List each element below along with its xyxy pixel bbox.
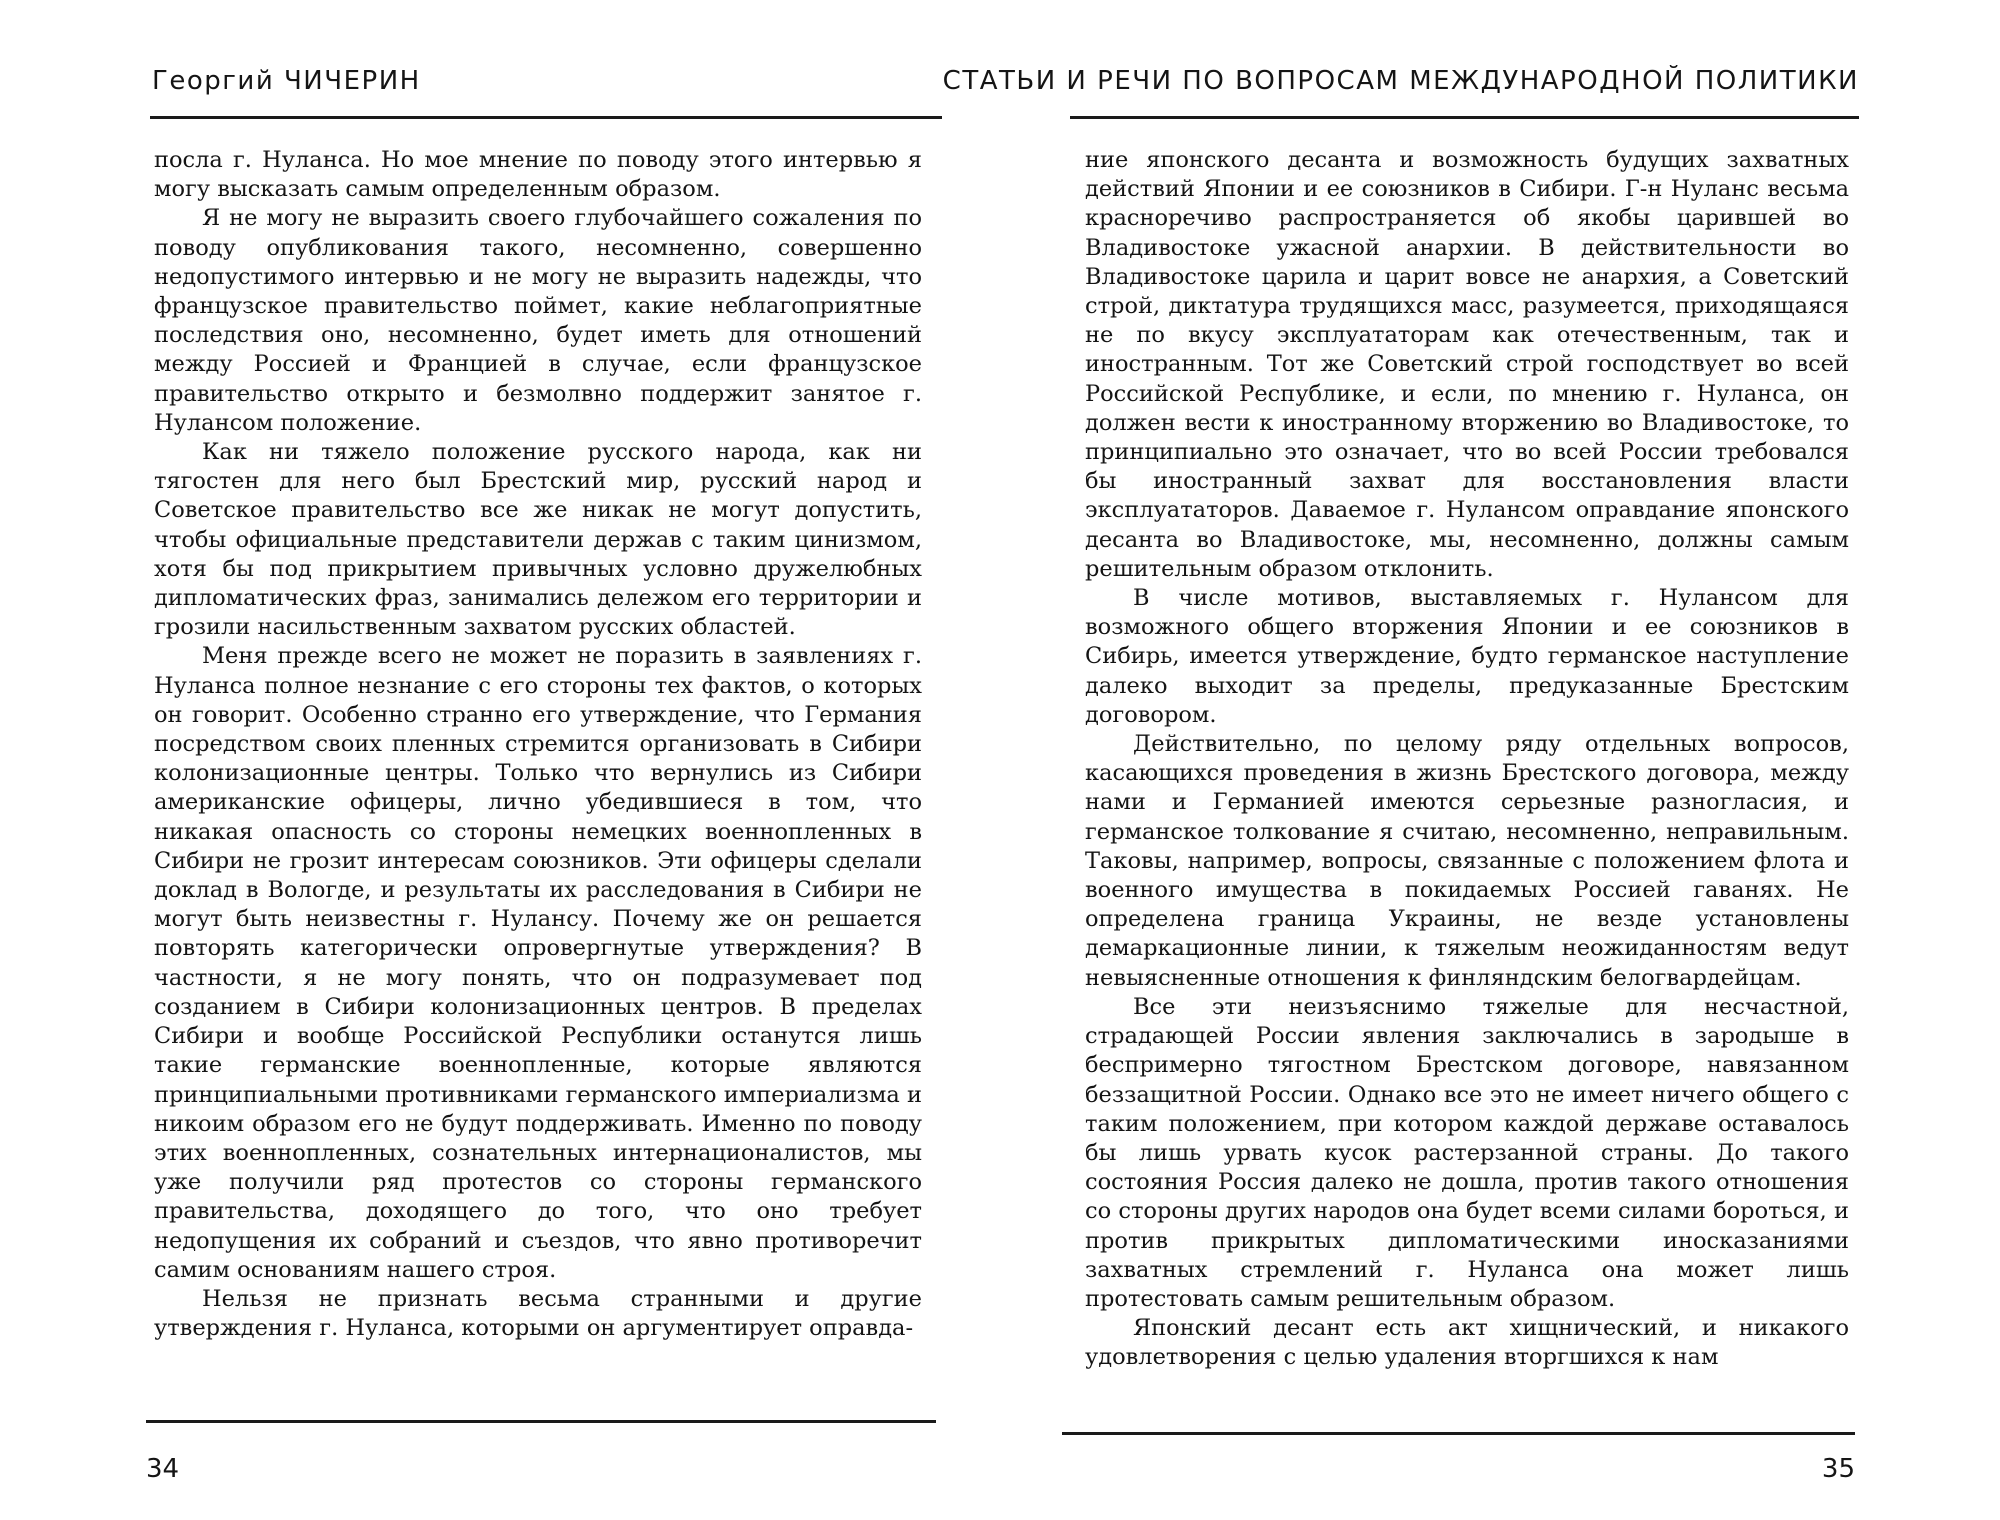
footer-rule	[146, 1420, 936, 1423]
paragraph: Все эти неизъяснимо тяжелые для несчастной, страдающей России явления заключались в зародыше в беспримерно тягостном Брестском договоре, навязанном беззащитной России. Однако все это не имеет ничего общего с таким положением, при котором каждой державе оставалось бы лишь урвать кусок растерзанной страны. До такого состояния Россия далеко не дошла, против такого отношения со стороны других народов она будет всеми силами бороться, и против прикрытых дипломатическими иносказаниями захватных стремлений г. Нуланса она может лишь протестовать самым решительным образом.	[1085, 993, 1849, 1312]
footer-rule	[1062, 1432, 1855, 1435]
page-number: 34	[146, 1454, 180, 1484]
body-text	[1085, 146, 1849, 1373]
paragraph: ние японского десанта и возможность будущих захватных действий Японии и ее союзников в Сибири. Г-н Нуланс весьма красноречиво распространяется об якобы царившей во Владивостоке ужасной анархии. В действительности во Владивостоке царила и царит вовсе не анархия, а Советский строй, диктатура трудящихся масс, разумеется, приходящаяся не по вкусу эксплуататорам как отечественным, так и иностранным. Тот же Советский строй господствует во всей Российской Республике, и если, по мнению г. Нуланса, он должен вести к иностранному вторжению во Владивостоке, то принципиально это означает, что во всей России требовался бы иностранный захват для восстановления власти эксплуататоров. Даваемое г. Нулансом оправдание японского десанта во Владивостоке, мы, несомненно, должны самым решительным образом отклонить.	[1085, 147, 1849, 582]
paragraph: Как ни тяжело положение русского народа, как ни тягостен для него был Брестский мир, русский народ и Советское правительство все же никак не могут допустить, чтобы официальные представители держав с таким цинизмом, хотя бы под прикрытием привычных условно дружелюбных дипломатических фраз, занимались дележом его территории и грозили насильственным захватом русских областей.	[154, 439, 922, 641]
body-text	[154, 146, 922, 1343]
right-page	[942, 0, 2000, 1520]
running-head-title: СТАТЬИ И РЕЧИ ПО ВОПРОСАМ МЕЖДУНАРОДНОЙ ПОЛИТИКИ	[942, 66, 1859, 96]
paragraph: Я не могу не выразить своего глубочайшего сожаления по поводу опубликования такого, несомненно, совершенно недопустимого интервью и не могу не выразить надежды, что французское правительство поймет, какие неблагоприятные последствия оно, несомненно, будет иметь для отношений между Россией и Францией в случае, если французское правительство открыто и безмолвно поддержит занятое г. Нулансом положение.	[154, 205, 922, 436]
paragraph: Действительно, по целому ряду отдельных вопросов, касающихся проведения в жизнь Брестского договора, между нами и Германией имеются серьезные разногласия, и германское толкование я считаю, несомненно, неправильным. Таковы, например, вопросы, связанные с положением флота и военного имущества в покидаемых Россией гаванях. Не определена граница Украины, не везде установлены демаркационные линии, к тяжелым неожиданностям ведут невыясненные отношения к финляндским белогвардейцам.	[1085, 731, 1849, 991]
paragraph: посла г. Нуланса. Но мое мнение по поводу этого интервью я могу высказать самым определенным образом.	[154, 147, 922, 203]
paragraph: Японский десант есть акт хищнический, и никакого удовлетворения с целью удаления вторгшихся к нам	[1085, 1315, 1849, 1371]
paragraph: Меня прежде всего не может не поразить в заявлениях г. Нуланса полное незнание с его стороны тех фактов, о которых он говорит. Особенно странно его утверждение, что Германия посредством своих пленных стремится организовать в Сибири колонизационные центры. Только что вернулись из Сибири американские офицеры, лично убедившиеся в том, что никакая опасность со стороны немецких военнопленных в Сибири не грозит интересам союзников. Эти офицеры сделали доклад в Вологде, и результаты их расследования в Сибири не могут быть неизвестны г. Нулансу. Почему же он решается повторять категорически опровергнутые утверждения? В частности, я не могу понять, что он подразумевает под созданием в Сибири колонизационных центров. В пределах Сибири и вообще Российской Республики останутся лишь такие германские военнопленные, которые являются принципиальными противниками германского империализма и никоим образом его не будут поддерживать. Именно по поводу этих военнопленных, сознательных интернационалистов, мы уже получили ряд протестов со стороны германского правительства, доходящего до того, что оно требует недопущения их собраний и съездов, что явно противоречит самим основаниям нашего строя.	[154, 643, 922, 1283]
paragraph: Нельзя не признать весьма странными и другие утверждения г. Нуланса, которыми он аргументирует оправда-	[154, 1285, 922, 1342]
running-head-author: Георгий ЧИЧЕРИН	[152, 66, 421, 96]
paragraph: В числе мотивов, выставляемых г. Нулансом для возможного общего вторжения Японии и ее союзников в Сибирь, имеется утверждение, будто германское наступление далеко выходит за пределы, предуказанные Брестским договором.	[1085, 585, 1849, 728]
header-rule	[150, 116, 942, 119]
page-number: 35	[1821, 1454, 1855, 1484]
header-rule	[1070, 116, 1859, 119]
